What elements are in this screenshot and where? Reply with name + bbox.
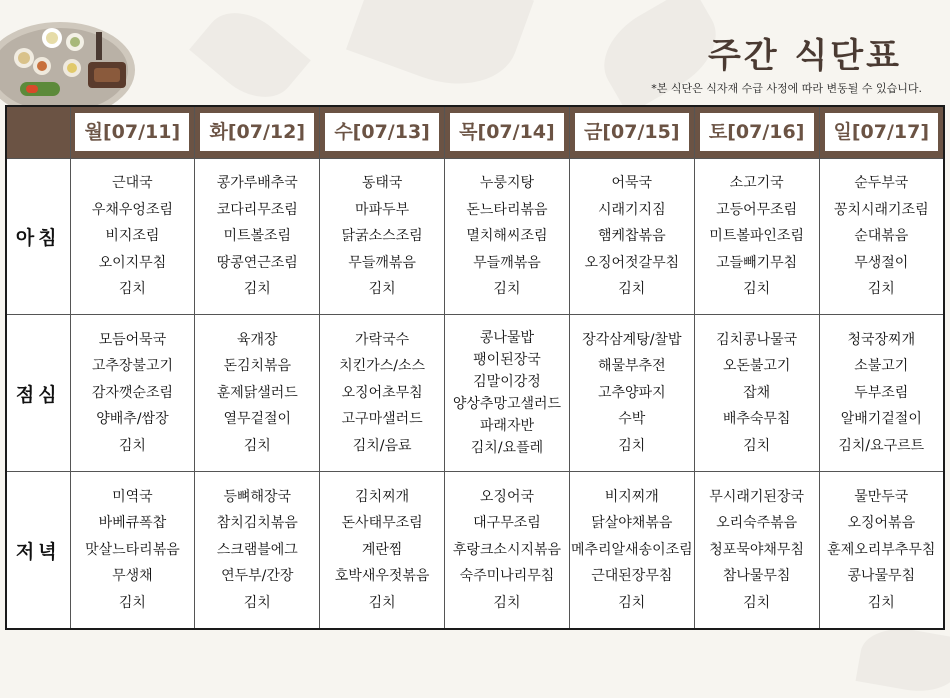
dish-item: 고구마샐러드	[341, 411, 423, 428]
menu-cell	[70, 472, 195, 629]
dish-item: 스크램블에그	[216, 541, 298, 558]
dish-item: 등뼈해장국	[223, 488, 292, 505]
day-label: 화[07/12]	[200, 113, 314, 151]
day-header	[694, 106, 819, 158]
dish-item: 돈느타리볶음	[466, 201, 548, 218]
dish-item: 동태국	[361, 175, 403, 192]
dish-item: 김치/요플레	[470, 440, 544, 457]
menu-cell	[694, 315, 819, 472]
dish-item: 김치	[118, 437, 146, 454]
dish-item: 모듬어묵국	[98, 331, 167, 348]
dish-item: 미트볼조림	[223, 228, 292, 245]
dish-item: 연두부/간장	[221, 568, 294, 585]
dish-item: 무들깨볶음	[473, 254, 541, 271]
dish-item: 김치	[618, 594, 646, 611]
dish-item: 메추리알새송이조림	[570, 541, 693, 558]
dish-item: 김치	[243, 594, 271, 611]
dish-item: 고추양파지	[597, 384, 666, 401]
dish-list	[71, 327, 195, 460]
menu-cell	[195, 472, 320, 629]
dish-item: 콩나물무침	[847, 568, 916, 585]
menu-cell	[694, 472, 819, 629]
background-leaf	[189, 0, 311, 114]
dish-item: 무생채	[112, 568, 153, 585]
dish-item: 바베큐폭찹	[98, 515, 167, 532]
dish-list	[695, 327, 819, 460]
meal-label: 아침	[6, 158, 70, 315]
day-header	[569, 106, 694, 158]
dish-item: 양상추망고샐러드	[452, 396, 562, 413]
dish-item: 참나물무침	[722, 568, 791, 585]
dish-list	[820, 484, 943, 617]
dish-item: 오징어국	[479, 488, 534, 505]
menu-cell	[195, 158, 320, 315]
dish-item: 오징어볶음	[847, 515, 916, 532]
dish-list	[195, 327, 319, 460]
dish-item: 김치	[743, 594, 771, 611]
dish-list	[320, 170, 444, 303]
day-label: 수[07/13]	[325, 113, 439, 151]
dish-item: 숙주미나리무침	[459, 568, 555, 585]
dish-list	[195, 170, 319, 303]
day-label: 일[07/17]	[825, 113, 939, 151]
dish-item: 오이지무침	[98, 254, 167, 271]
dish-item: 무시래기된장국	[709, 488, 804, 505]
dish-item: 김치	[243, 281, 271, 298]
dish-list	[71, 170, 195, 303]
day-header	[70, 106, 195, 158]
dish-item: 파래자반	[479, 418, 534, 435]
day-label: 목[07/14]	[450, 113, 564, 151]
dish-item: 소불고기	[854, 358, 909, 375]
dish-item: 소고기국	[729, 175, 784, 192]
menu-cell	[445, 472, 570, 629]
menu-cell	[445, 158, 570, 315]
menu-cell	[445, 315, 570, 472]
dish-item: 잡채	[743, 384, 771, 401]
dish-item: 닭굵소스조림	[341, 228, 423, 245]
dish-item: 무생절이	[854, 254, 909, 271]
dish-list	[320, 484, 444, 617]
menu-cell	[70, 158, 195, 315]
page-title: 주간 식단표	[707, 36, 902, 76]
dish-item: 두부조림	[854, 384, 909, 401]
day-header-row	[6, 106, 944, 158]
dish-list	[820, 327, 943, 460]
dish-item: 무들깨볶음	[348, 254, 416, 271]
dish-item: 훈제닭샐러드	[216, 384, 298, 401]
dish-item: 근대국	[112, 175, 153, 192]
dish-item: 꽁치시래기조림	[833, 201, 929, 218]
dish-item: 닭살야채볶음	[591, 515, 673, 532]
dish-item: 오징어젓갈무침	[584, 254, 680, 271]
dish-item: 열무겉절이	[223, 411, 292, 428]
dish-item: 물만두국	[854, 488, 909, 505]
day-header	[320, 106, 445, 158]
day-header	[195, 106, 320, 158]
dish-item: 콩가루배추국	[216, 175, 298, 192]
meal-rows	[6, 158, 944, 629]
menu-cell	[569, 472, 694, 629]
dish-item: 해물부추전	[597, 358, 666, 375]
dish-item: 김치찌개	[355, 488, 410, 505]
dish-item: 수박	[618, 411, 646, 428]
menu-cell	[819, 472, 944, 629]
dish-item: 미역국	[112, 488, 153, 505]
menu-cell	[320, 472, 445, 629]
dish-item: 참치김치볶음	[216, 515, 298, 532]
dish-item: 장각삼계탕/찰밥	[582, 331, 682, 348]
dish-item: 우채우엉조림	[91, 201, 173, 218]
menu-cell	[569, 158, 694, 315]
dish-item: 비지조림	[105, 228, 160, 245]
dish-item: 오돈불고기	[722, 358, 791, 375]
dish-list	[695, 170, 819, 303]
dish-item: 돈사태무조림	[341, 515, 423, 532]
dish-item: 김치	[743, 437, 771, 454]
dish-item: 김치	[493, 594, 521, 611]
background-leaf	[346, 0, 534, 104]
menu-cell	[694, 158, 819, 315]
day-header	[819, 106, 944, 158]
dish-item: 김치	[243, 437, 271, 454]
menu-cell	[195, 315, 320, 472]
dish-item: 김치/음료	[352, 437, 412, 454]
dish-item: 감자깻순조림	[91, 384, 173, 401]
dish-item: 돈김치볶음	[223, 358, 292, 375]
dish-item: 코다리무조림	[216, 201, 298, 218]
dish-item: 알배기겉절이	[840, 411, 922, 428]
dish-list	[570, 484, 694, 617]
menu-cell	[320, 315, 445, 472]
dish-item: 대구무조림	[473, 515, 541, 532]
dish-item: 배추숙무침	[722, 411, 791, 428]
dish-list	[695, 484, 819, 617]
dish-item: 김말이강정	[473, 374, 541, 391]
dish-item: 순두부국	[854, 175, 909, 192]
background-leaf	[856, 622, 950, 698]
day-header	[445, 106, 570, 158]
food-photo	[0, 0, 150, 106]
menu-cell	[569, 315, 694, 472]
dish-item: 오징어초무침	[341, 384, 423, 401]
dish-item: 땅콩연근조림	[216, 254, 298, 271]
dish-item: 순대볶음	[854, 228, 909, 245]
dish-item: 근대된장무침	[591, 568, 673, 585]
dish-item: 오리숙주볶음	[716, 515, 798, 532]
dish-item: 호박새우젓볶음	[334, 568, 430, 585]
menu-cell	[70, 315, 195, 472]
header-corner	[6, 106, 70, 158]
dish-list	[320, 327, 444, 460]
dish-item: 콩나물밥	[479, 330, 534, 347]
dish-item: 김치	[368, 281, 396, 298]
dish-item: 어묵국	[611, 175, 653, 192]
dish-item: 고등어무조림	[716, 201, 798, 218]
dish-item: 김치	[867, 281, 895, 298]
dish-item: 김치	[867, 594, 895, 611]
dish-item: 비지찌개	[604, 488, 659, 505]
dish-item: 청국장찌개	[847, 331, 916, 348]
dish-item: 마파두부	[355, 201, 410, 218]
day-label: 월[07/11]	[75, 113, 189, 151]
dish-item: 미트볼파인조림	[709, 228, 804, 245]
dish-list	[570, 170, 694, 303]
dish-item: 햄케찹볶음	[597, 228, 666, 245]
dish-item: 고들빼기무침	[716, 254, 798, 271]
dish-list	[445, 484, 569, 617]
menu-cell	[320, 158, 445, 315]
meal-row-lunch	[6, 315, 944, 472]
dish-list	[195, 484, 319, 617]
dish-item: 누룽지탕	[479, 175, 534, 192]
dish-item: 훈제오리부추무침	[827, 541, 936, 558]
dish-item: 가락국수	[355, 331, 410, 348]
dish-item: 후랑크소시지볶음	[452, 541, 562, 558]
dish-item: 김치	[618, 281, 646, 298]
dish-item: 멸치해씨조림	[466, 228, 548, 245]
dish-list	[445, 327, 569, 459]
dish-item: 시래기지짐	[597, 201, 666, 218]
day-label: 토[07/16]	[700, 113, 814, 151]
dish-item: 김치	[493, 281, 521, 298]
dish-list	[445, 170, 569, 303]
weekly-menu-table	[5, 105, 945, 630]
dish-item: 고추장불고기	[91, 358, 173, 375]
menu-cell	[819, 158, 944, 315]
dish-item: 김치콩나물국	[716, 331, 798, 348]
dish-item: 청포묵야채무침	[709, 541, 804, 558]
dish-item: 김치	[368, 594, 396, 611]
dish-item: 김치/요구르트	[838, 437, 925, 454]
dish-item: 김치	[743, 281, 771, 298]
meal-row-dinner	[6, 472, 944, 629]
day-label: 금[07/15]	[575, 113, 689, 151]
meal-label: 저녁	[6, 472, 70, 629]
dish-item: 치킨가스/소스	[339, 358, 426, 375]
dish-item: 김치	[118, 594, 146, 611]
meal-label: 점심	[6, 315, 70, 472]
menu-cell	[819, 315, 944, 472]
dish-item: 팽이된장국	[473, 352, 541, 369]
dish-list	[570, 327, 694, 460]
dish-item: 계란찜	[361, 541, 403, 558]
dish-list	[71, 484, 195, 617]
dish-list	[820, 170, 943, 303]
dish-item: 김치	[618, 437, 646, 454]
dish-item: 양배추/쌈장	[96, 411, 169, 428]
dish-item: 김치	[118, 281, 146, 298]
meal-row-breakfast	[6, 158, 944, 315]
dish-item: 맛살느타리볶음	[85, 541, 180, 558]
notice-text: *본 식단은 식자재 수급 사정에 따라 변동될 수 있습니다.	[651, 82, 922, 95]
dish-item: 육개장	[236, 331, 278, 348]
